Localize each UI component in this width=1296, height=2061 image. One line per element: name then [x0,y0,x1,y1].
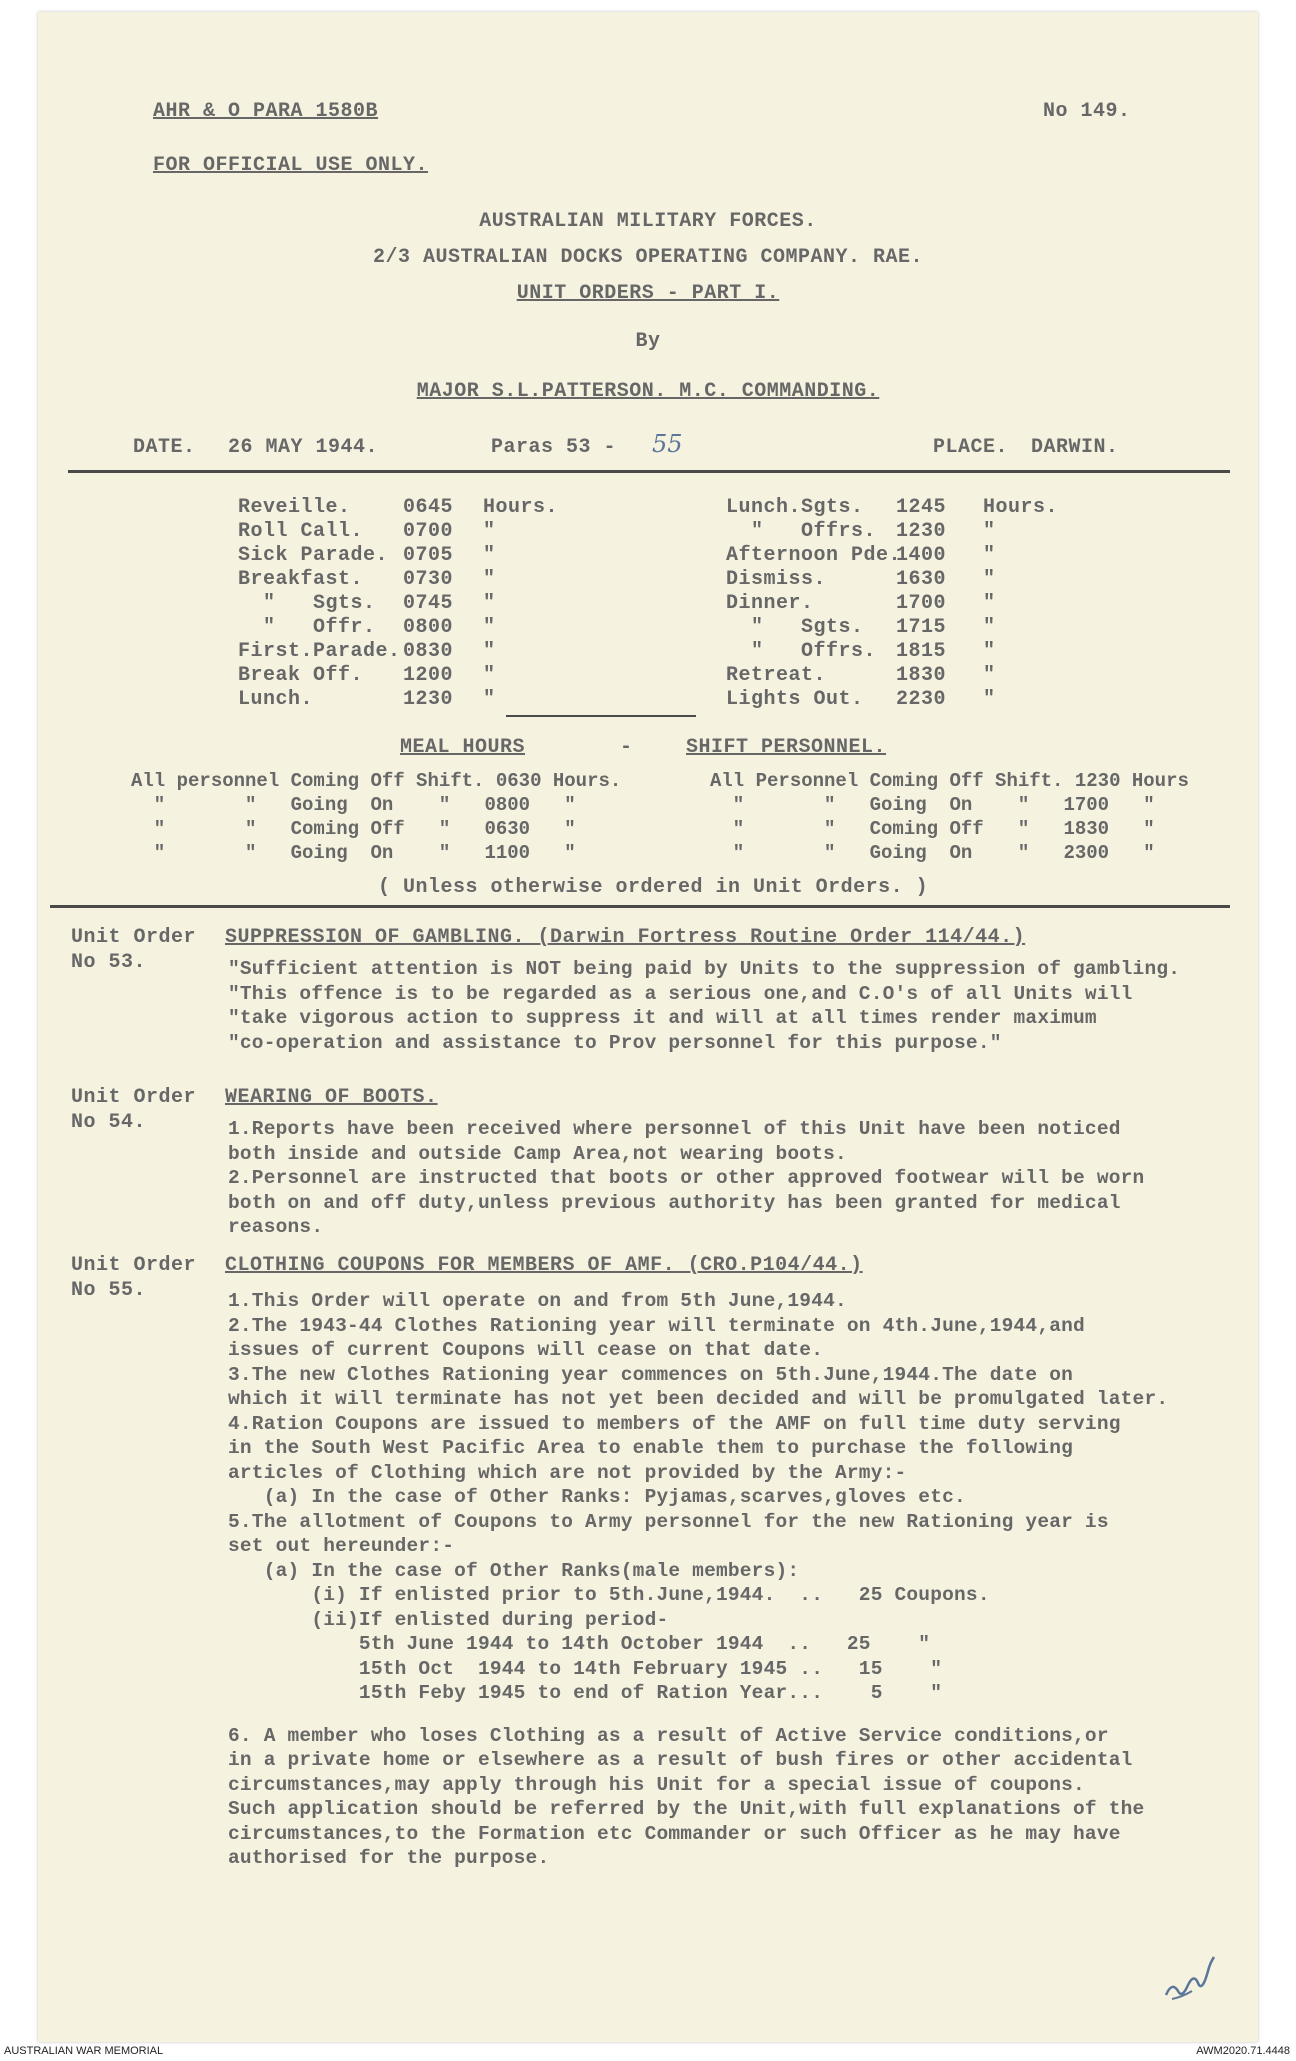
timetable-label: Dismiss. [726,568,827,591]
timetable-unit: " [483,568,496,591]
order-line: 2.The 1943-44 Clothes Rationing year will terminate on 4th.June,1944,and [228,1314,1085,1337]
timetable-label: " Offr. [238,616,376,639]
timetable-label: " Sgts. [238,592,376,615]
place-value: DARWIN. [1031,436,1119,459]
order-line: Such application should be referred by the Unit,with full explanations of the [228,1798,1145,1820]
timetable-unit: Hours. [983,496,1059,519]
timetable-time: 2230 [896,688,947,711]
timetable-label: " Offrs. [726,520,877,543]
order-line: (ii)If enlisted during period- [228,1608,669,1631]
meal-row: All Personnel Coming Off Shift. 1230 Hours [710,770,1189,792]
order-line: issues of current Coupons will cease on that date. [228,1339,824,1361]
order-line: 1.This Order will operate on and from 5th June,1944. [228,1290,847,1312]
title-by: By [635,330,661,353]
order-line: reasons. [228,1216,324,1238]
footer-archive-name: AUSTRALIAN WAR MEMORIAL [4,2045,164,2057]
signature-initials [1158,1947,1218,2007]
order-line: both inside and outside Camp Area,not wearing boots. [228,1142,847,1165]
timetable-time: 0705 [403,544,454,567]
meal-row: " " Going On " 0800 " [131,794,576,816]
timetable-time: 1245 [896,496,947,519]
timetable-unit: " [483,640,496,663]
timetable-label: First.Parade. [238,640,401,663]
title-commander: MAJOR S.L.PATTERSON. M.C. COMMANDING. [416,380,880,403]
timetable-time: 1830 [896,664,947,687]
order-line: in the South West Pacific Area to enable them to purchase the following [228,1437,1074,1459]
order-line: which it will terminate has not yet been decided and will be promulgated later. [228,1388,1169,1410]
timetable-time: 0830 [403,640,454,663]
order-line: 6. A member who loses Clothing as a result of Active Service conditions,or [228,1724,1109,1747]
meal-row: " " Going On " 2300 " [710,842,1155,864]
timetable-label: Afternoon Pde. [726,544,902,567]
order-line: circumstances,may apply through his Unit for a special issue of coupons. [228,1773,1085,1796]
timetable-time: 1200 [403,664,454,687]
meal-row: " " Coming Off " 1830 " [710,818,1155,840]
timetable-label: Breakfast. [238,568,364,591]
timetable-time: 1815 [896,640,947,663]
order-line: "co-operation and assistance to Prov personnel for this purpose." [228,1031,1002,1054]
order-number: No 149. [1043,100,1131,123]
timetable-unit: " [983,544,996,567]
title-unit-orders: UNIT ORDERS - PART I. [516,282,780,305]
order-line: 4.Ration Coupons are issued to members of the AMF on full time duty serving [228,1412,1121,1435]
timetable-time: 0645 [403,496,454,519]
order-line: (a) In the case of Other Ranks: Pyjamas,scarves,gloves etc. [228,1486,966,1508]
timetable-time: 1400 [896,544,947,567]
timetable-time: 0700 [403,520,454,543]
timetable-unit: " [483,544,496,567]
meal-hours-heading: MEAL HOURS [400,736,526,759]
timetable-unit: " [483,592,496,615]
order-line: (i) If enlisted prior to 5th.June,1944. .. 25 Coupons. [228,1584,990,1606]
timetable-unit: " [483,520,496,543]
timetable-time: 1630 [896,568,947,591]
timetable-label: Lunch.Sgts. [726,496,864,519]
timetable-label: " Offrs. [726,640,877,663]
classification: FOR OFFICIAL USE ONLY. [153,154,429,177]
timetable-label: Lunch. [238,688,314,711]
timetable-time: 0730 [403,568,454,591]
timetable-unit: Hours. [483,496,559,519]
timetable-time: 1230 [403,688,454,711]
meal-row: " " Coming Off " 0630 " [131,818,576,840]
order-line: 15th Oct 1944 to 14th February 1945 .. 15 " [228,1657,943,1680]
footer-accession-number: AWM2020.71.4448 [1196,2045,1290,2057]
divider-top [68,470,1230,473]
order-line: both on and off duty,unless previous authority has been granted for medical [228,1191,1121,1214]
timetable-time: 0745 [403,592,454,615]
timetable-label: Roll Call. [238,520,364,543]
timetable-unit: " [483,664,496,687]
order-title: CLOTHING COUPONS FOR MEMBERS OF AMF. (CRO.P104/44.) [225,1254,863,1277]
order-number: No 54. [71,1111,147,1134]
date-value: 26 MAY 1944. [228,436,379,459]
date-label: DATE. [133,436,196,459]
timetable-divider [506,715,696,717]
order-line: in a private home or elsewhere as a result of bush fires or other accidental [228,1749,1133,1771]
title-company: 2/3 AUSTRALIAN DOCKS OPERATING COMPANY. RAE. [372,246,924,269]
timetable-label: Dinner. [726,592,814,615]
order-line: circumstances,to the Formation etc Commander or such Officer as he may have [228,1822,1121,1845]
timetable-label: Lights Out. [726,688,864,711]
order-line: "Sufficient attention is NOT being paid by Units to the suppression of gambling. [228,958,1181,980]
meal-hours-note: ( Unless otherwise ordered in Unit Orders. ) [378,876,929,899]
order-line: 5.The allotment of Coupons to Army personnel for the new Rationing year is [228,1510,1109,1533]
meal-row: " " Going On " 1100 " [131,842,576,864]
order-line: "This offence is to be regarded as a serious one,and C.O's of all Units will [228,982,1133,1005]
order-line: articles of Clothing which are not provided by the Army:- [228,1461,907,1484]
timetable-time: 1715 [896,616,947,639]
meal-row: " " Going On " 1700 " [710,794,1155,816]
paras-handwritten-end: 55 [652,430,683,458]
reference-code: AHR & O PARA 1580B [153,100,379,123]
timetable-time: 1700 [896,592,947,615]
timetable-unit: " [483,616,496,639]
order-number: No 53. [71,951,147,974]
order-number: No 55. [71,1279,147,1302]
timetable-unit: " [983,688,996,711]
order-line: 1.Reports have been received where personnel of this Unit have been noticed [228,1118,1121,1140]
order-label: Unit Order [71,926,197,949]
timetable-time: 0800 [403,616,454,639]
place-label: PLACE. [933,436,1009,459]
meal-hours-dash: - [620,736,633,759]
timetable-time: 1230 [896,520,947,543]
timetable-label: Reveille. [238,496,351,519]
order-line: "take vigorous action to suppress it and will at all times render maximum [228,1007,1097,1029]
timetable-label: Retreat. [726,664,827,687]
order-line: authorised for the purpose. [228,1847,550,1869]
divider-middle [50,905,1230,908]
timetable-label: " Sgts. [726,616,864,639]
paras-label: Paras 53 - [491,436,617,459]
timetable-label: Break Off. [238,664,364,687]
timetable-label: Sick Parade. [238,544,389,567]
order-line: 2.Personnel are instructed that boots or other approved footwear will be worn [228,1167,1145,1189]
document-page [38,12,1258,2042]
timetable-unit: " [983,640,996,663]
timetable-unit: " [983,568,996,591]
order-line: 15th Feby 1945 to end of Ration Year... 5 " [228,1682,943,1704]
order-title: WEARING OF BOOTS. [225,1086,438,1109]
order-line: set out hereunder:- [228,1535,455,1557]
timetable-unit: " [983,520,996,543]
timetable-unit: " [983,616,996,639]
order-line: 5th June 1944 to 14th October 1944 .. 25 " [228,1633,931,1655]
order-line: 3.The new Clothes Rationing year commences on 5th.June,1944.The date on [228,1363,1074,1386]
timetable-unit: " [983,664,996,687]
timetable-unit: " [983,592,996,615]
timetable-unit: " [483,688,496,711]
order-line: (a) In the case of Other Ranks(male members): [228,1559,800,1582]
title-forces: AUSTRALIAN MILITARY FORCES. [479,210,817,233]
order-title: SUPPRESSION OF GAMBLING. (Darwin Fortress Routine Order 114/44.) [225,926,1026,949]
order-label: Unit Order [71,1086,197,1109]
meal-row: All personnel Coming Off Shift. 0630 Hours. [131,770,622,792]
order-label: Unit Order [71,1254,197,1277]
shift-personnel-heading: SHIFT PERSONNEL. [686,736,887,759]
